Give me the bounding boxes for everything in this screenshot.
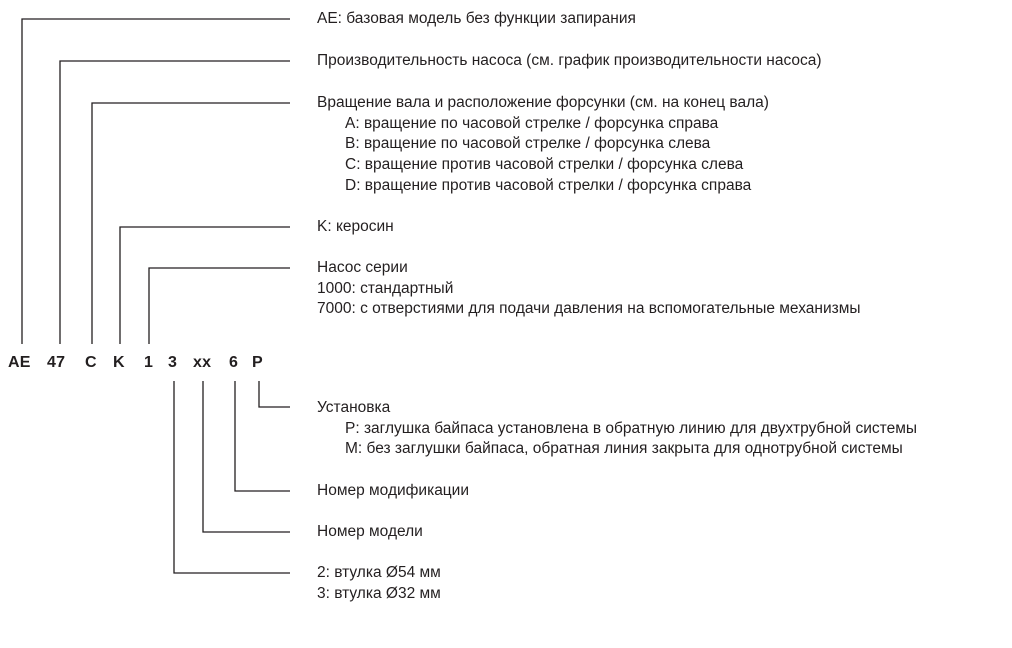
label-series-title: Насос серии xyxy=(317,259,408,276)
code-ae: AE xyxy=(8,354,31,371)
label-rotation-d: D: вращение против часовой стрелки / форсунка справа xyxy=(345,176,752,194)
line-c xyxy=(92,103,290,344)
line-p xyxy=(259,381,290,407)
label-bushing-54: 2: втулка Ø54 мм xyxy=(317,564,441,581)
label-rotation-c: C: вращение против часовой стрелки / форсунка слева xyxy=(345,156,744,174)
line-3 xyxy=(174,381,290,573)
code-6: 6 xyxy=(229,354,239,371)
label-rotation-title: Вращение вала и расположение форсунки (см. на конец вала) xyxy=(317,94,769,111)
label-series-1000: 1000: стандартный xyxy=(317,279,454,297)
code-47: 47 xyxy=(47,354,66,371)
line-6 xyxy=(235,381,290,491)
label-model: Номер модели xyxy=(317,523,423,540)
line-ae xyxy=(22,19,290,344)
label-install-title: Установка xyxy=(317,399,391,416)
label-series-7000: 7000: с отверстиями для подачи давления на вспомогательные механизмы xyxy=(317,300,861,318)
code-3: 3 xyxy=(168,354,178,371)
line-1 xyxy=(149,268,290,344)
code-p: P xyxy=(252,354,263,371)
code-c: C xyxy=(85,354,97,371)
code-1: 1 xyxy=(144,354,154,371)
label-rotation-b: B: вращение по часовой стрелке / форсунка слева xyxy=(345,135,711,153)
line-xx xyxy=(203,381,290,532)
label-ae: AE: базовая модель без функции запирания xyxy=(317,10,636,27)
label-bushing-32: 3: втулка Ø32 мм xyxy=(317,584,441,602)
label-install-m: M: без заглушки байпаса, обратная линия закрыта для однотрубной системы xyxy=(345,440,903,458)
label-rotation-a: A: вращение по часовой стрелке / форсунка справа xyxy=(345,114,719,132)
label-install-p: P: заглушка байпаса установлена в обратную линию для двухтрубной системы xyxy=(345,419,918,437)
code-k: K xyxy=(113,354,125,371)
label-kerosene: K: керосин xyxy=(317,218,394,235)
line-k xyxy=(120,227,290,344)
label-modification: Номер модификации xyxy=(317,482,470,499)
code-xx: xx xyxy=(193,354,212,371)
label-capacity: Производительность насоса (см. график производительности насоса) xyxy=(317,52,822,69)
